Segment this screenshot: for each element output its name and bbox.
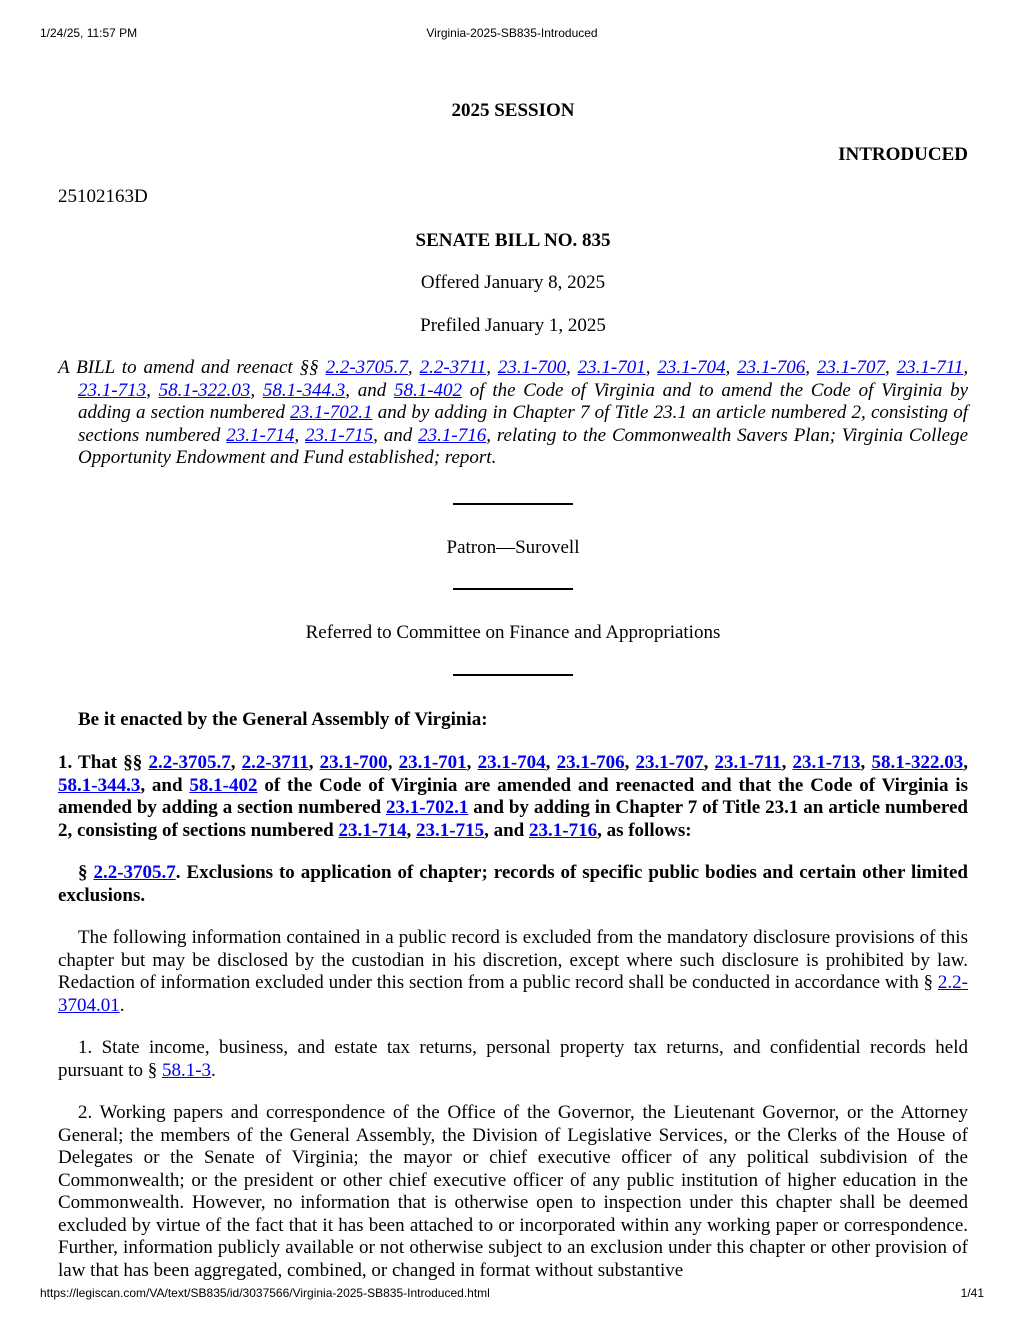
session-heading: 2025 SESSION xyxy=(451,100,575,121)
code-link[interactable]: 2.2-3705.7 xyxy=(325,357,408,378)
committee-referral: Referred to Committee on Finance and Appropriations xyxy=(305,622,721,643)
status-heading: INTRODUCED xyxy=(838,143,968,165)
paragraph-1: 1. State income, business, and estate tax returns, personal property tax returns, and confidential records held pursuant to § 58.1-3. xyxy=(58,1037,968,1081)
code-link[interactable]: 58.1-344.3 xyxy=(58,774,141,796)
code-link[interactable]: 23.1-700 xyxy=(497,357,566,378)
code-link[interactable]: 23.1-711 xyxy=(714,752,782,773)
code-link[interactable]: 23.1-706 xyxy=(556,752,625,773)
code-link[interactable]: 2.2-3705.7 xyxy=(148,752,231,773)
bill-document xyxy=(58,97,968,1282)
divider xyxy=(453,503,573,505)
divider xyxy=(453,674,573,676)
paragraph-2: 2. Working papers and correspondence of the Office of the Governor, the Lieutenant Governor, or the Attorney General; the members of the General Assembly, the Division of Legislative Services, or the Clerks of the House of Delegates or the Senate of Virginia; the mayor or chief executive officer of any political subdivision of the Commonwealth; or the president or other chief executive officer of any public institution of higher education in the Commonwealth. However, no information that is otherwise open to inspection under this chapter shall be deemed excluded by virtue of the fact that it has been attached to or incorporated within any working paper or correspondence. Further, information publicly available or not otherwise subject to an exclusion under this chapter or other provision of law that has been aggregated, combined, or changed in format without substantive xyxy=(58,1102,968,1281)
code-link[interactable]: 58.1-322.03 xyxy=(871,752,964,773)
code-link[interactable]: 2.2-3704.01 xyxy=(58,972,968,1016)
print-url: https://legiscan.com/VA/text/SB835/id/3037566/Virginia-2025-SB835-Introduced.html xyxy=(40,1286,490,1300)
code-link[interactable]: 2.2-3711 xyxy=(241,752,309,773)
code-link[interactable]: 58.1-344.3 xyxy=(262,379,346,401)
code-link[interactable]: 23.1-702.1 xyxy=(290,402,373,423)
code-link[interactable]: 23.1-706 xyxy=(737,357,806,378)
code-link[interactable]: 58.1-3 xyxy=(161,1059,212,1081)
code-link[interactable]: 23.1-711 xyxy=(896,357,964,378)
code-link[interactable]: 23.1-716 xyxy=(418,424,487,446)
divider xyxy=(453,588,573,590)
section-1: 1. That §§ 2.2-3705.7, 2.2-3711, 23.1-700, 23.1-701, 23.1-704, 23.1-706, 23.1-707, 23.1-711, 23.1-713, 58.1-322.03, 58.1-344.3, and 58.1-402 of the Code of Virginia are amended and reenacted and that the Code of Virginia is amended by adding a section numbered 23.1-702.1 and by adding in Chapter 7 of Title 23.1 an article numbered 2, consisting of sections numbered 23.1-714, 23.1-715, and 23.1-716, as follows: xyxy=(58,752,969,841)
code-link[interactable]: 58.1-402 xyxy=(393,379,463,401)
code-link[interactable]: 23.1-702.1 xyxy=(386,797,469,818)
code-link[interactable]: 23.1-701 xyxy=(398,752,467,773)
code-link[interactable]: 23.1-715 xyxy=(416,819,485,841)
bill-number: SENATE BILL NO. 835 xyxy=(415,229,611,251)
print-page-title: Virginia-2025-SB835-Introduced xyxy=(426,26,598,40)
code-link[interactable]: 58.1-402 xyxy=(189,774,258,796)
code-link[interactable]: 23.1-715 xyxy=(305,424,374,446)
code-link[interactable]: 23.1-716 xyxy=(529,819,598,841)
bill-title: A BILL to amend and reenact §§ 2.2-3705.7, 2.2-3711, 23.1-700, 23.1-701, 23.1-704, 23.1-706, 23.1-707, 23.1-711, 23.1-713, 58.1-322.03, 58.1-344.3, and 58.1-402 of the Code of Virginia and to amend the Code of Virginia by adding a section numbered 23.1-702.1 and by adding in Chapter 7 of Title 23.1 an article numbered 2, consisting of sections numbered 23.1-714, 23.1-715, and 23.1-716, relating to the Commonwealth Savers Plan; Virginia College Opportunity Endowment and Fund established; report. xyxy=(58,357,969,468)
code-link[interactable]: 23.1-714 xyxy=(338,819,407,841)
code-link[interactable]: 2.2-3711 xyxy=(419,357,487,378)
paragraph-intro: The following information contained in a public record is excluded from the mandatory disclosure provisions of this chapter but may be disclosed by the custodian in his discretion, except where such disclosure is prohibited by law. Redaction of information excluded under this section from a public record shall be conducted in accordance with § 2.2-3704.01. xyxy=(58,927,968,1016)
patron: Patron—Surovell xyxy=(446,536,580,558)
code-link[interactable]: 23.1-713 xyxy=(78,379,147,401)
enacting-clause: Be it enacted by the General Assembly of Virginia: xyxy=(78,708,488,730)
section-heading: § 2.2-3705.7. Exclusions to application of chapter; records of specific public bodies and certain other limited exclusions. xyxy=(58,862,968,906)
prefiled-date: Prefiled January 1, 2025 xyxy=(420,314,606,336)
print-datetime: 1/24/25, 11:57 PM xyxy=(40,26,138,40)
print-page-number: 1/41 xyxy=(960,1286,984,1300)
code-link[interactable]: 23.1-700 xyxy=(319,752,388,773)
code-link[interactable]: 58.1-322.03 xyxy=(158,379,251,401)
offered-date: Offered January 8, 2025 xyxy=(420,272,606,293)
code-link[interactable]: 2.2-3705.7 xyxy=(93,862,176,883)
code-link[interactable]: 23.1-704 xyxy=(477,752,546,773)
code-link[interactable]: 23.1-714 xyxy=(226,424,295,446)
code-link[interactable]: 23.1-707 xyxy=(635,752,704,773)
code-link[interactable]: 23.1-707 xyxy=(816,357,885,378)
document-number: 25102163D xyxy=(58,186,148,207)
code-link[interactable]: 23.1-701 xyxy=(577,357,646,378)
code-link[interactable]: 23.1-713 xyxy=(792,752,861,773)
code-link[interactable]: 23.1-704 xyxy=(657,357,726,378)
